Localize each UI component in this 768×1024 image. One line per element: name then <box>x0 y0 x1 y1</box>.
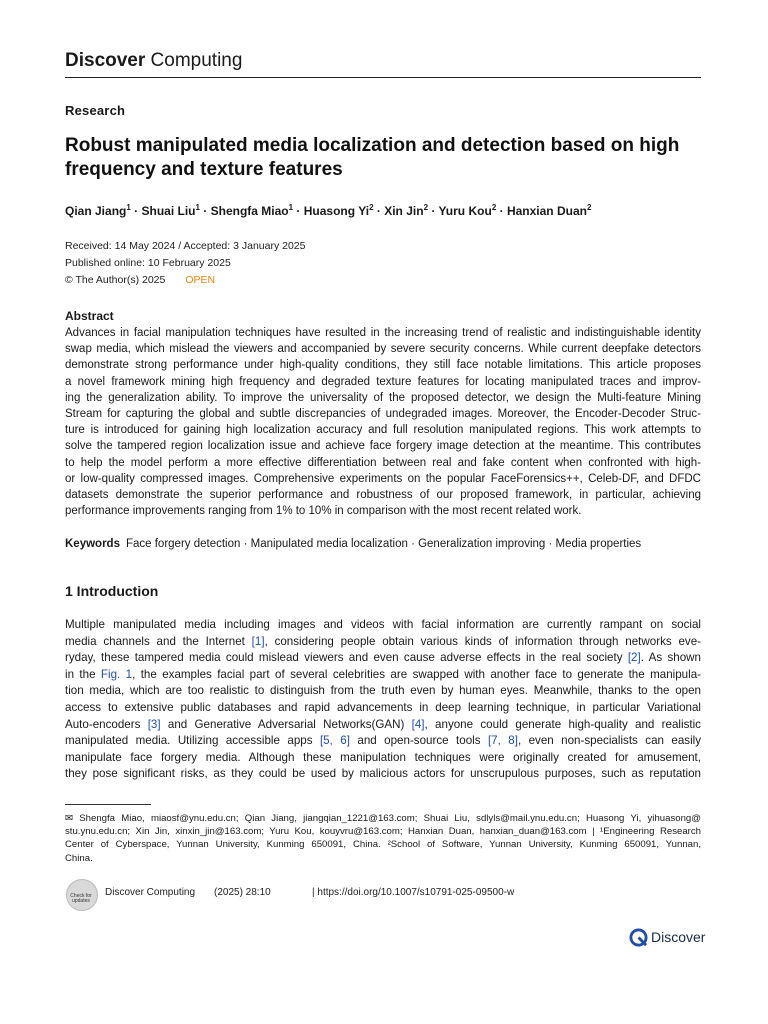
intro-line <box>65 617 701 634</box>
intro-line <box>65 733 701 750</box>
abstract-line: ture is introduced for gaining high localization accuracy and full resolution manipulated regions. This work attempts to <box>65 424 701 437</box>
article-type: Research <box>65 103 126 118</box>
intro-text: tion media, which are too realistic to distinguish from the truth even by human eyes. Meanwhile, thanks to the open <box>65 684 701 698</box>
journal-name <box>65 50 242 72</box>
intro-text: and Generative Adversarial Networks(GAN) <box>160 717 412 731</box>
footnote-rule <box>65 804 151 805</box>
intro-line <box>65 700 701 717</box>
keywords-label: Keywords <box>65 538 120 550</box>
author <box>304 204 374 218</box>
abstract-line: Stream for capturing the global and subtle discrepancies of undegraded images. Moreover, the Encoder-Decoder Struc- <box>65 408 701 420</box>
intro-text: . As shown <box>640 651 701 665</box>
author-name: Shengfa Miao <box>210 204 289 218</box>
intro-line <box>65 667 701 684</box>
author-name: Xin Jin <box>384 204 424 218</box>
author <box>211 204 293 218</box>
author <box>507 204 591 218</box>
intro-text: access to extensive public databases and rapid advancements in deep learning technique, in particular Variational <box>65 701 701 714</box>
intro-text: manipulate face forgery media. Although these manipulation techniques were originally created for amusement, <box>65 750 701 764</box>
citation-link[interactable]: [1] <box>251 634 265 648</box>
citation-link[interactable]: [4] <box>411 717 425 731</box>
author-name: Huasong Yi <box>303 204 370 218</box>
author <box>141 204 199 218</box>
citation-link[interactable]: [7, 8] <box>487 734 518 748</box>
keywords-text: Face forgery detection · Manipulated media localization · Generalization improving · Media properties <box>125 538 642 550</box>
intro-text: , even non-specialists can easily <box>517 734 702 748</box>
abstract-line: solve the tampered region localization issue and achieve face forgery image detection at the meantime. This contributes <box>65 440 701 453</box>
author-name: Qian Jiang <box>65 204 127 218</box>
author-affiliation: 1 <box>126 203 131 212</box>
discover-brand: Discover <box>651 929 706 945</box>
abstract-line: swap media, which mislead the viewers and accompanied by severe security concerns. While current deepfake detectors <box>65 343 701 356</box>
abstract-line: to help the model perform a more effective differentiation between real and fake content when confronted with high- <box>65 456 701 469</box>
check-for-updates-label: Check for updates <box>70 893 92 904</box>
discover-logo-icon <box>629 928 648 947</box>
journal-name-rest: Computing <box>145 50 243 71</box>
author-name: Yuru Kou <box>438 204 492 218</box>
intro-text: , anyone could generate high-quality and realistic <box>424 717 701 731</box>
footnote-line: ✉ Shengfa Miao, miaosf@ynu.edu.cn; Qian Jiang, jiangqian_1221@163.com; Shuai Liu, sdlyls@mail.ynu.edu.cn; Huasong Yi, yihuasong@ <box>65 813 701 824</box>
footer-journal: Discover Computing <box>105 887 196 898</box>
abstract-line: a novel framework mining high frequency and degraded texture features for locating manipulated traces and improv- <box>65 375 701 388</box>
citation-link[interactable]: [2] <box>627 651 641 665</box>
intro-text: they pose significant risks, as they could be used by malicious actors for unscrupulous purposes, such as reputation <box>65 767 701 781</box>
intro-line <box>65 717 701 734</box>
author-list: Qian Jiang$^1$ · Shuai Liu$^1$ · Shengfa Miao$^1$ · Huasong $Yi^2$ · Xin Jin$^2$ · Yuru Kou$^2$ · Hanxian Duan$^2$ <box>65 203 592 218</box>
footnote-line: Center of Cyberspace, Yunnan University, Kunming 650091, China. ²School of Software, Yunnan University, Kunming 650091, Yunnan, <box>65 839 701 851</box>
intro-text: manipulated media. Utilizing accessible apps <box>65 734 320 748</box>
author-name: Shuai Liu <box>141 204 196 218</box>
intro-text: and open-source tools <box>349 734 488 748</box>
received-date: Received: 14 May 2024 / Accepted: 3 January 2025 <box>65 240 306 252</box>
citation-link[interactable]: [5, 6] <box>319 734 350 748</box>
intro-text: media channels and the Internet <box>65 634 252 648</box>
footer-volume: (2025) 28:10 <box>214 887 271 898</box>
open-access-badge: OPEN <box>185 274 216 286</box>
keywords <box>65 538 641 550</box>
published-date: Published online: 10 February 2025 <box>65 257 231 269</box>
intro-line <box>65 750 701 767</box>
intro-text: in the <box>65 667 101 681</box>
intro-line <box>65 634 701 651</box>
footnote-line: China. <box>65 852 93 864</box>
section-heading-introduction: 1 Introduction <box>65 583 159 599</box>
intro-text: , considering people obtain various kinds of information through networks eve- <box>264 634 702 648</box>
copyright-text: © The Author(s) 2025 <box>65 274 166 286</box>
copyright-line <box>65 274 215 286</box>
abstract-line: or low-quality compressed images. Comprehensive experiments on the popular FaceForensics++, Celeb-DF, and DFDC <box>65 472 701 485</box>
page-title <box>65 134 685 182</box>
intro-line <box>65 650 701 667</box>
journal-name-bold: Discover <box>65 50 146 71</box>
header-rule <box>65 77 701 78</box>
author-affiliation: 2 <box>369 203 374 212</box>
intro-text: Auto-encoders <box>65 717 148 731</box>
citation-link[interactable]: [3] <box>147 717 161 731</box>
intro-line <box>65 683 701 700</box>
author-affiliation: 2 <box>586 203 592 212</box>
abstract-line: performance improvements ranging from 1% to 10% in comparison with the most recent related work. <box>65 505 582 518</box>
author-affiliation: 2 <box>423 203 429 212</box>
author <box>384 204 428 218</box>
author-affiliation: 1 <box>195 203 200 212</box>
intro-line <box>65 766 701 783</box>
author <box>438 204 496 218</box>
footnote-line: stu.ynu.edu.cn; Xin Jin, xinxin_jin@163.com; Yuru Kou, kouyvru@163.com; Hanxian Duan, hanxian_duan@163.com | ¹Engineering Research <box>65 826 701 838</box>
intro-text: ryday, these tampered media could mislead viewers and even cause adverse effects in the real society <box>65 651 628 665</box>
abstract-heading: Abstract <box>65 309 114 323</box>
citation-link[interactable]: Fig. 1 <box>100 667 133 681</box>
abstract-line: demonstrate strong performance under high-quality conditions, they still face notable limitations. This article proposes <box>65 359 701 372</box>
footer-doi-link[interactable]: | https://doi.org/10.1007/s10791-025-09500-w <box>312 887 515 898</box>
intro-text: , the examples facial part of several celebrities are swapped with another face to generate the manipula- <box>132 667 701 681</box>
abstract-line: Advances in facial manipulation techniques have resulted in the increasing trend of realistic and indistinguishable identity <box>65 327 701 339</box>
abstract-line: ing the generalization ability. To improve the universality of the proposed detector, we design the Multi-feature Mining <box>65 391 701 404</box>
intro-text: Multiple manipulated media including images and videos with facial information are currently rampant on social <box>65 618 701 631</box>
author-name: Hanxian Duan <box>506 204 587 218</box>
title-line: frequency and texture features <box>65 159 343 180</box>
author-affiliation: 2 <box>491 203 497 212</box>
author-affiliation: 1 <box>288 203 294 212</box>
author <box>65 204 131 218</box>
title-line: Robust manipulated media localization and detection based on high <box>65 135 680 156</box>
abstract-line: datasets demonstrate the superior performance and robustness of our proposed framework, in particular, achieving <box>65 489 701 501</box>
